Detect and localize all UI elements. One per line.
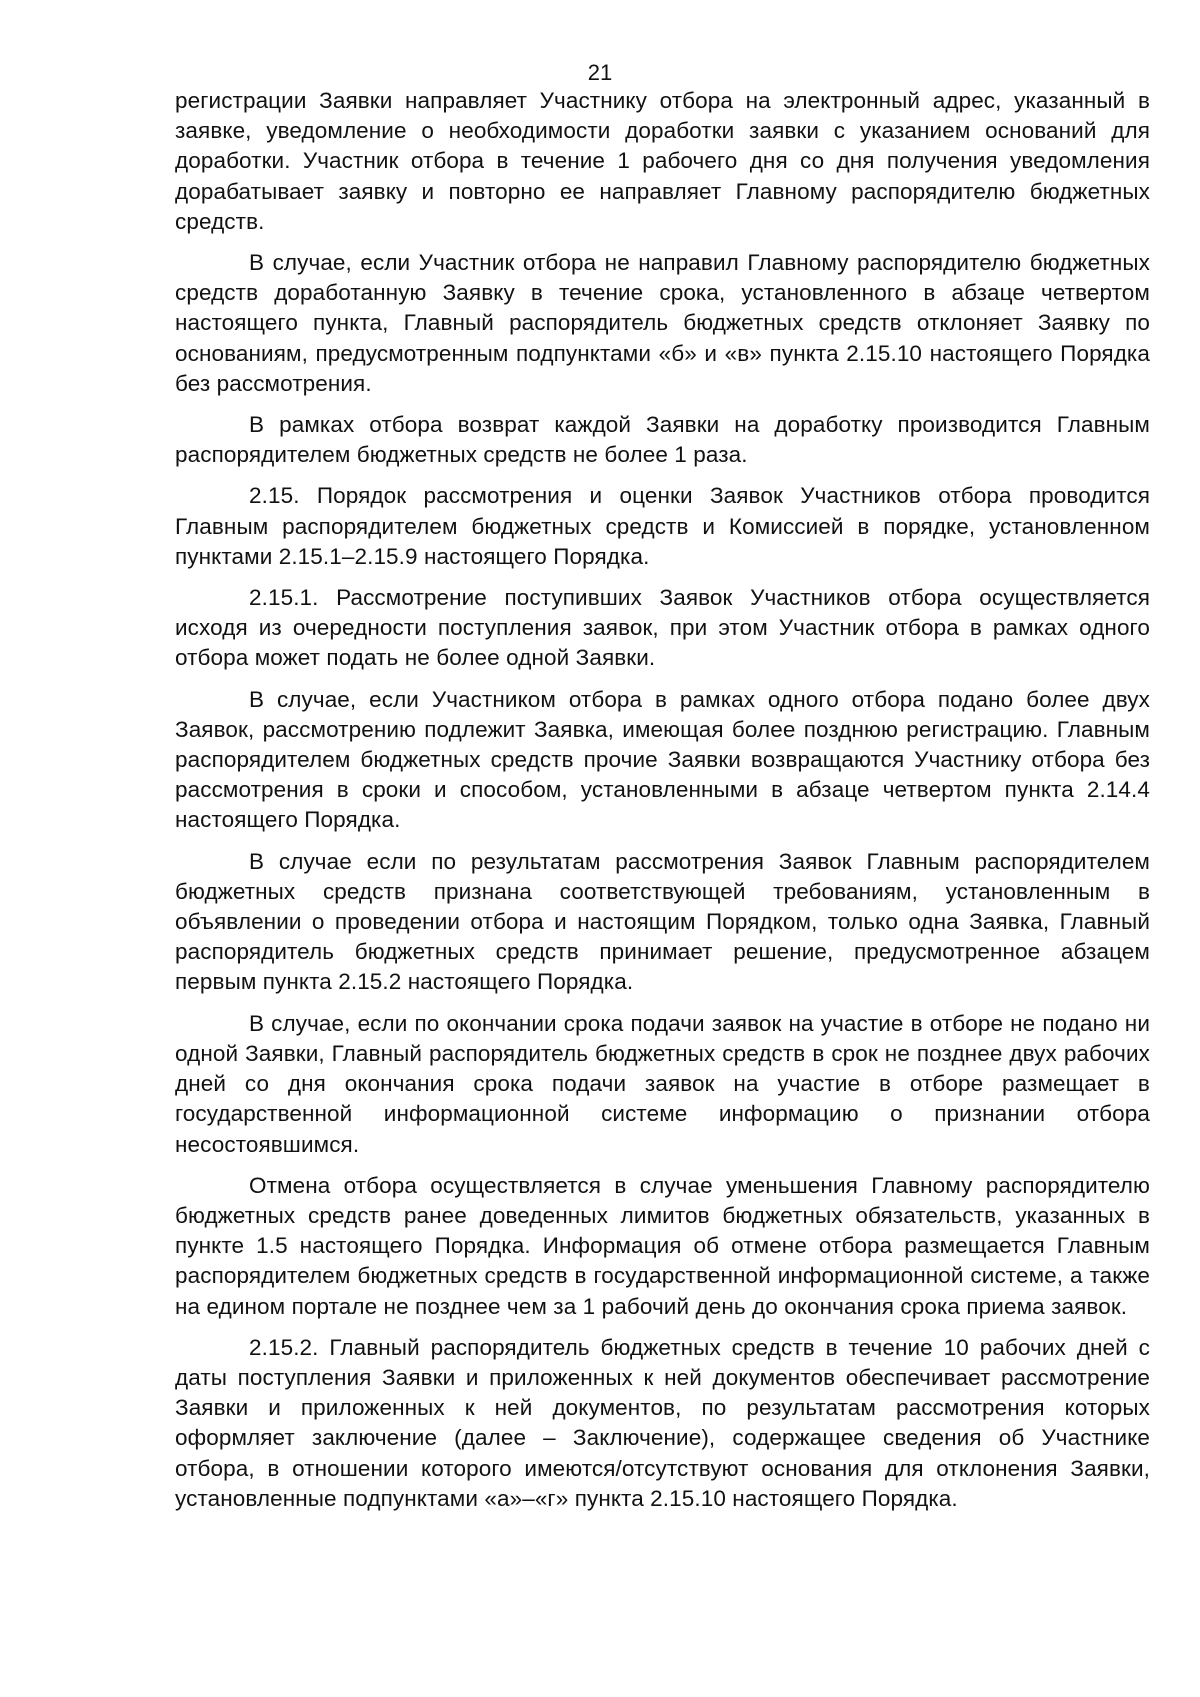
paragraph: Отмена отбора осуществляется в случае уменьшения Главному распорядителю бюджетных средств ранее доведенных лимитов бюджетных обязательств, указанных в пункте 1.5 настоящего Порядка. Информация об отмене отбора размещается Главным распорядителем бюджетных средств в государственной информационной системе, а также на едином портале не позднее чем за 1 рабочий день до окончания срока приема заявок. (175, 1172, 1150, 1319)
document-body (175, 86, 1150, 1525)
paragraph-section-2-15: 2.15. Порядок рассмотрения и оценки Заявок Участников отбора проводится Главным распорядителем бюджетных средств и Комиссией в порядке, установленном пунктами 2.15.1–2.15.9 настоящего Порядка. (175, 483, 1150, 569)
paragraph: В случае, если Участник отбора не направил Главному распорядителю бюджетных средств доработанную Заявку в течение срока, установленного в абзаце четвертом настоящего пункта, Главный распорядитель бюджетных средств отклоняет Заявку по основаниям, предусмотренным подпунктами «б» и «в» пункта 2.15.10 настоящего Порядка без рассмотрения. (175, 250, 1150, 396)
paragraph: В рамках отбора возврат каждой Заявки на доработку производится Главным распорядителем бюджетных средств не более 1 раза. (175, 412, 1150, 468)
paragraph-section-2-15-1: 2.15.1. Рассмотрение поступивших Заявок Участников отбора осуществляется исходя из очередности поступления заявок, при этом Участник отбора в рамках одного отбора может подать не более одной Заявки. (175, 585, 1150, 671)
page-number: 21 (587, 60, 613, 85)
paragraph: В случае если по результатам рассмотрения Заявок Главным распорядителем бюджетных средств признана соответствующей требованиям, установленным в объявлении о проведении отбора и настоящим Порядком, только одна Заявка, Главный распорядитель бюджетных средств принимает решение, предусмотренное абзацем первым пункта 2.15.2 настоящего Порядка. (175, 848, 1150, 995)
paragraph: В случае, если Участником отбора в рамках одного отбора подано более двух Заявок, рассмотрению подлежит Заявка, имеющая более позднюю регистрацию. Главным распорядителем бюджетных средств прочие Заявки возвращаются Участнику отбора без рассмотрения в сроки и способом, установленными в абзаце четвертом пункта 2.14.4 настоящего Порядка. (175, 686, 1150, 833)
paragraph-section-2-15-2: 2.15.2. Главный распорядитель бюджетных средств в течение 10 рабочих дней с даты поступления Заявки и приложенных к ней документов обеспечивает рассмотрение Заявки и приложенных к ней документов, по результатам рассмотрения которых оформляет заключение (далее – Заключение), содержащее сведения об Участнике отбора, в отношении которого имеются/отсутствуют основания для отклонения Заявки, установленные подпунктами «а»–«г» пункта 2.15.10 настоящего Порядка. (175, 1334, 1150, 1511)
paragraph-continuation: регистрации Заявки направляет Участнику отбора на электронный адрес, указанный в заявке, уведомление о необходимости доработки заявки с указанием оснований для доработки. Участник отбора в течение 1 рабочего дня со дня получения уведомления дорабатывает заявку и повторно ее направляет Главному распорядителю бюджетных средств. (175, 88, 1150, 234)
paragraph: В случае, если по окончании срока подачи заявок на участие в отборе не подано ни одной Заявки, Главный распорядитель бюджетных средств в срок не позднее двух рабочих дней со дня окончания срока подачи заявок на участие в отборе размещает в государственной информационной системе информацию о признании отбора несостоявшимся. (175, 1010, 1150, 1157)
